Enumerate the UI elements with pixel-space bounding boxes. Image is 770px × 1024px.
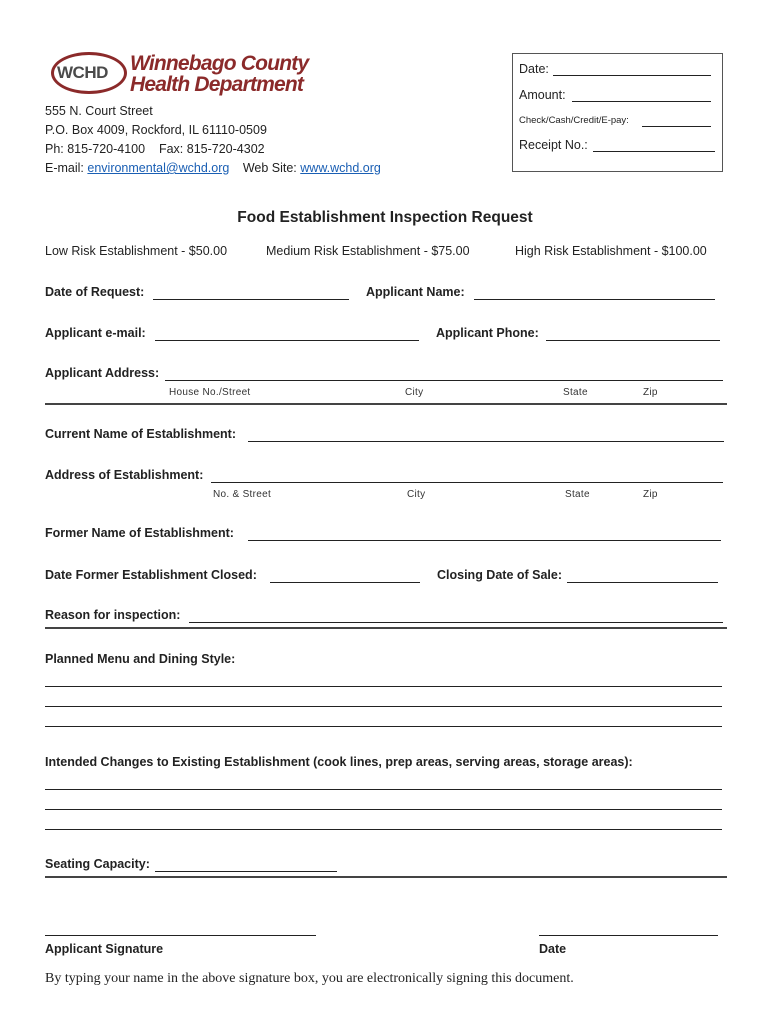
section-divider [45,403,727,405]
applicant-phone-field[interactable] [546,340,720,341]
intended-changes-line-2[interactable] [45,809,722,810]
risk-high: High Risk Establishment - $100.00 [515,244,707,258]
logo-abbreviation: WCHD [57,63,108,82]
seating-capacity-field[interactable] [155,871,337,872]
establishment-address-street-caption: No. & Street [213,489,272,500]
website-link[interactable]: www.wchd.org [300,161,381,175]
former-name-field[interactable] [248,540,721,541]
reason-label: Reason for inspection: [45,608,181,622]
receipt-amount-field[interactable] [572,101,711,102]
closing-date-label: Closing Date of Sale: [437,568,563,582]
intended-changes-line-1[interactable] [45,789,722,790]
applicant-address-label: Applicant Address: [45,366,160,380]
signature-field[interactable] [45,935,316,936]
esign-note: By typing your name in the above signature box, you are electronically signing this document. [45,971,574,986]
planned-menu-line-1[interactable] [45,686,722,687]
planned-menu-line-2[interactable] [45,706,722,707]
address-street: 555 N. Court Street [45,104,153,118]
intended-changes-line-3[interactable] [45,829,722,830]
receipt-amount-label: Amount: [519,88,566,102]
applicant-address-field[interactable] [165,380,723,381]
closing-date-field[interactable] [567,582,718,583]
establishment-address-state-caption: State [565,489,590,500]
applicant-name-field[interactable] [474,299,715,300]
date-of-request-field[interactable] [153,299,349,300]
risk-medium: Medium Risk Establishment - $75.00 [266,244,470,258]
applicant-address-city-caption: City [405,387,424,398]
email-link[interactable]: environmental@wchd.org [87,161,230,175]
receipt-number-field[interactable] [593,151,715,152]
former-name-label: Former Name of Establishment: [45,526,234,540]
address-po-box: P.O. Box 4009, Rockford, IL 61110-0509 [45,123,267,137]
form-title: Food Establishment Inspection Request [237,209,533,226]
signature-date-field[interactable] [539,935,718,936]
email-label: E-mail: [45,161,84,175]
contact-phone-fax: Ph: 815-720-4100 Fax: 815-720-4302 [45,142,265,156]
receipt-number-label: Receipt No.: [519,138,588,152]
date-of-request-label: Date of Request: [45,285,145,299]
reason-field[interactable] [189,622,723,623]
signature-date-label: Date [539,942,567,956]
receipt-payment-label: Check/Cash/Credit/E-pay: [519,115,629,126]
current-name-label: Current Name of Establishment: [45,427,237,441]
logo-name-line2: Health Department [130,73,304,96]
planned-menu-line-3[interactable] [45,726,722,727]
planned-menu-label: Planned Menu and Dining Style: [45,652,236,666]
applicant-email-label: Applicant e-mail: [45,326,146,340]
applicant-name-label: Applicant Name: [366,285,465,299]
seating-capacity-label: Seating Capacity: [45,857,150,871]
section-divider [45,876,727,878]
applicant-phone-label: Applicant Phone: [436,326,539,340]
applicant-email-field[interactable] [155,340,419,341]
risk-low: Low Risk Establishment - $50.00 [45,244,228,258]
receipt-date-label: Date: [519,62,549,76]
establishment-address-field[interactable] [211,482,723,483]
receipt-date-field[interactable] [553,75,711,76]
applicant-address-street-caption: House No./Street [169,387,251,398]
signature-label: Applicant Signature [45,942,164,956]
contact-email-web [45,161,381,175]
logo-name-line1: Winnebago County [130,52,309,75]
establishment-address-city-caption: City [407,489,426,500]
intended-changes-label: Intended Changes to Existing Establishment (cook lines, prep areas, serving areas, storage areas): [45,755,633,769]
applicant-address-state-caption: State [563,387,588,398]
section-divider [45,627,727,629]
date-former-closed-label: Date Former Establishment Closed: [45,568,257,582]
current-name-field[interactable] [248,441,724,442]
applicant-address-zip-caption: Zip [643,387,658,398]
receipt-payment-field[interactable] [642,126,711,127]
web-label: Web Site: [242,161,297,175]
establishment-address-label: Address of Establishment: [45,468,204,482]
date-former-closed-field[interactable] [270,582,420,583]
establishment-address-zip-caption: Zip [643,489,658,500]
